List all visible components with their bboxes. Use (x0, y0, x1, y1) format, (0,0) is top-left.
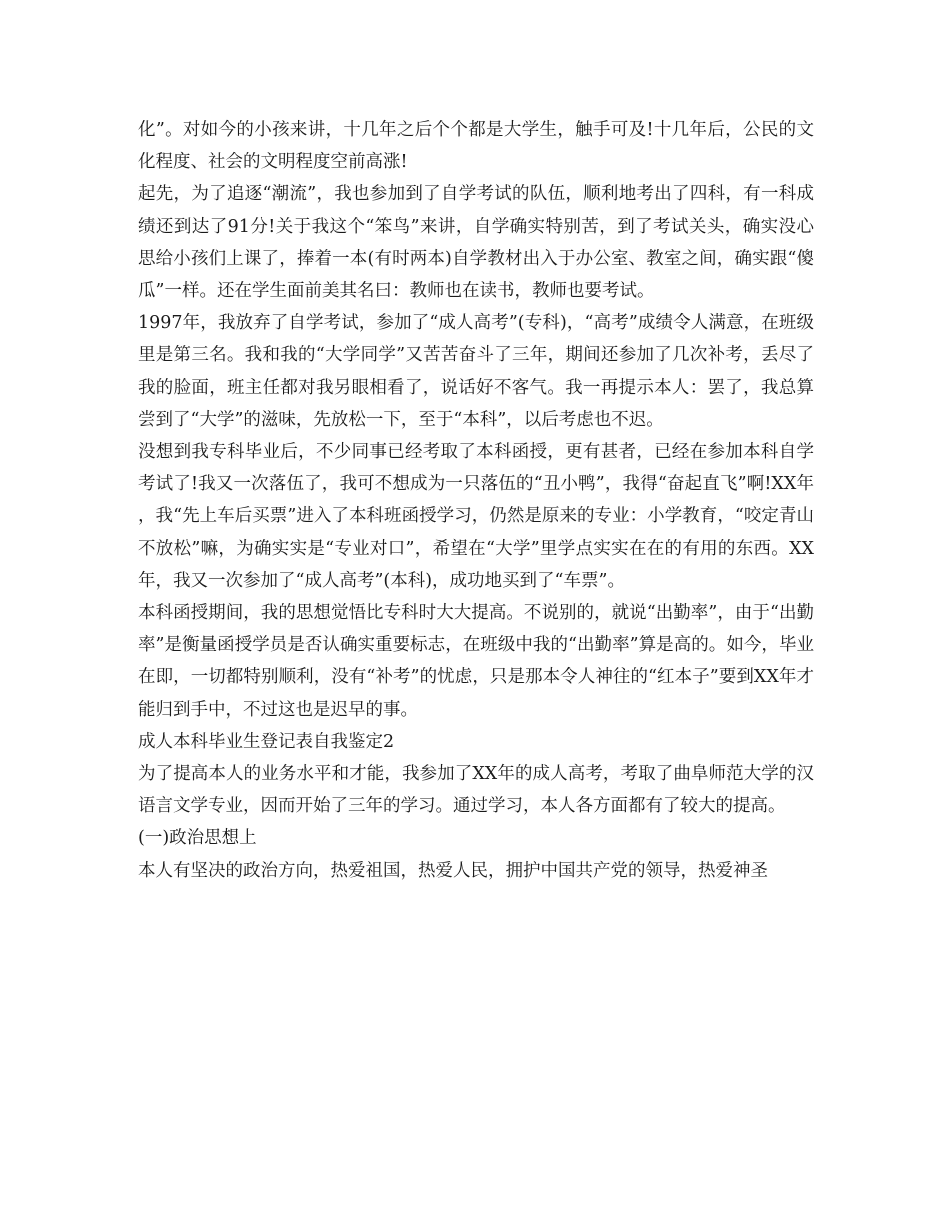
document-page (138, 114, 814, 887)
paragraph-7: 本人有坚决的政治方向，热爱祖国，热爱人民，拥护中国共产党的领导，热爱神圣 (138, 860, 768, 881)
paragraph-4: 没想到我专科毕业后，不少同事已经考取了本科函授，更有甚者，已经在参加本科自学考试了!我又一次落伍了，我可不想成为一只落伍的“丑小鸭”，我得“奋起直飞”啊!XX年，我“先上车后买票”进入了本科班函授学习，仍然是原来的专业：小学教育，“咬定青山不放松”嘛，为确实实是“专业对口”，希望在“大学”里学点实实在在的有用的东西。XX年，我又一次参加了“成人高考”(本科)，成功地买到了“车票”。 (138, 442, 814, 591)
subheading-politics: (一)政治思想上 (138, 828, 257, 849)
paragraph-2: 起先，为了追逐“潮流”，我也参加到了自学考试的队伍，顺利地考出了四科，有一科成绩还到达了91分!关于我这个“笨鸟”来讲，自学确实特别苦，到了考试关头，确实没心思给小孩们上课了，捧着一本(有时两本)自学教材出入于办公室、教室之间，确实跟“傻瓜”一样。还在学生面前美其名曰：教师也在读书，教师也要考试。 (138, 184, 814, 302)
section-heading: 成人本科毕业生登记表自我鉴定2 (138, 731, 395, 752)
paragraph-6: 为了提高本人的业务水平和才能，我参加了XX年的成人高考，考取了曲阜师范大学的汉语言文学专业，因而开始了三年的学习。通过学习，本人各方面都有了较大的提高。 (138, 764, 814, 817)
paragraph-1: 化”。对如今的小孩来讲，十几年之后个个都是大学生，触手可及!十几年后，公民的文化程度、社会的文明程度空前高涨! (138, 120, 814, 173)
paragraph-5: 本科函授期间，我的思想觉悟比专科时大大提高。不说别的，就说“出勤率”，由于“出勤率”是衡量函授学员是否认确实重要标志，在班级中我的“出勤率”算是高的。如今，毕业在即，一切都特别顺利，没有“补考”的忧虑，只是那本令人神往的“红本子”要到XX年才能归到手中，不过这也是迟早的事。 (138, 603, 814, 720)
paragraph-3: 1997年，我放弃了自学考试，参加了“成人高考”(专科)，“高考”成绩令人满意，在班级里是第三名。我和我的“大学同学”又苦苦奋斗了三年，期间还参加了几次补考，丢尽了我的脸面，班主任都对我另眼相看了，说话好不客气。我一再提示本人：罢了，我总算尝到了“大学”的滋味，先放松一下，至于“本科”，以后考虑也不迟。 (138, 313, 814, 430)
